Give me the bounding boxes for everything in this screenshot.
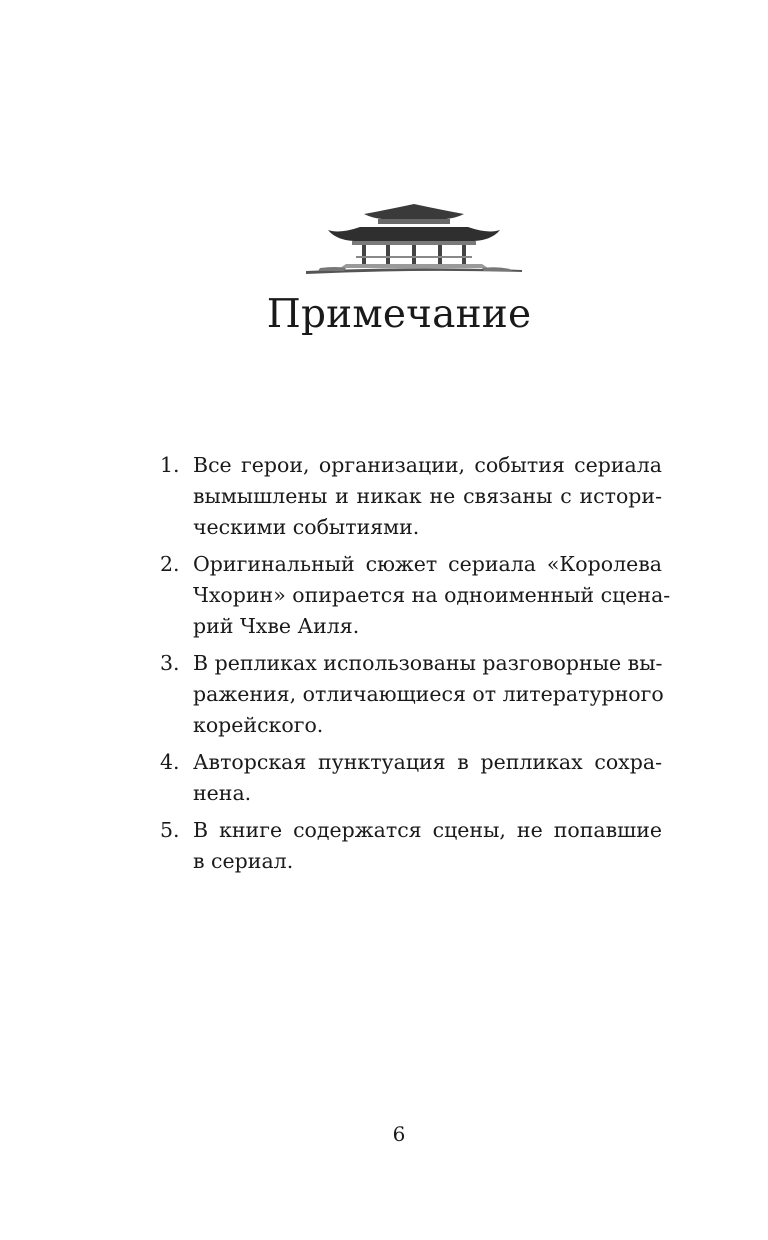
list-item-text: В книге содержатся сцены, не попавшие: [193, 818, 662, 842]
list-item-text: корейского.: [193, 713, 324, 737]
list-item-text: ческими событиями.: [193, 515, 420, 539]
korean-pavilion-icon: [306, 200, 522, 276]
list-item-text: В репликах использованы разговорные вы-: [193, 651, 663, 675]
list-item-number: 4.: [160, 750, 180, 774]
list-item-text: Авторская пунктуация в репликах сохра-: [193, 750, 662, 774]
list-item-text: Оригинальный сюжет сериала «Королева: [193, 552, 662, 576]
list-item-text: рий Чхве Аиля.: [193, 614, 360, 638]
list-item-number: 5.: [160, 818, 180, 842]
list-item: [160, 747, 662, 809]
list-item-number: 3.: [160, 651, 180, 675]
list-item: [160, 549, 671, 642]
list-item-text: в сериал.: [193, 849, 294, 873]
list-item: [160, 450, 662, 543]
list-item-number: 2.: [160, 552, 180, 576]
list-item-text: Чхорин» опирается на одноименный сцена-: [193, 583, 671, 607]
list-item-text: вымышлены и никак не связаны с истори-: [193, 484, 662, 508]
list-item: [160, 648, 662, 741]
list-item-number: 1.: [160, 453, 180, 477]
notes-list: [160, 450, 671, 883]
list-item-text: ражения, отличающиеся от литературного: [193, 682, 664, 706]
list-item-text: Все герои, организации, события сериала: [193, 453, 662, 477]
list-item-text: нена.: [193, 781, 252, 805]
page-title: Примечание: [266, 292, 532, 337]
page-number: 6: [392, 1122, 406, 1146]
list-item: [160, 815, 662, 877]
